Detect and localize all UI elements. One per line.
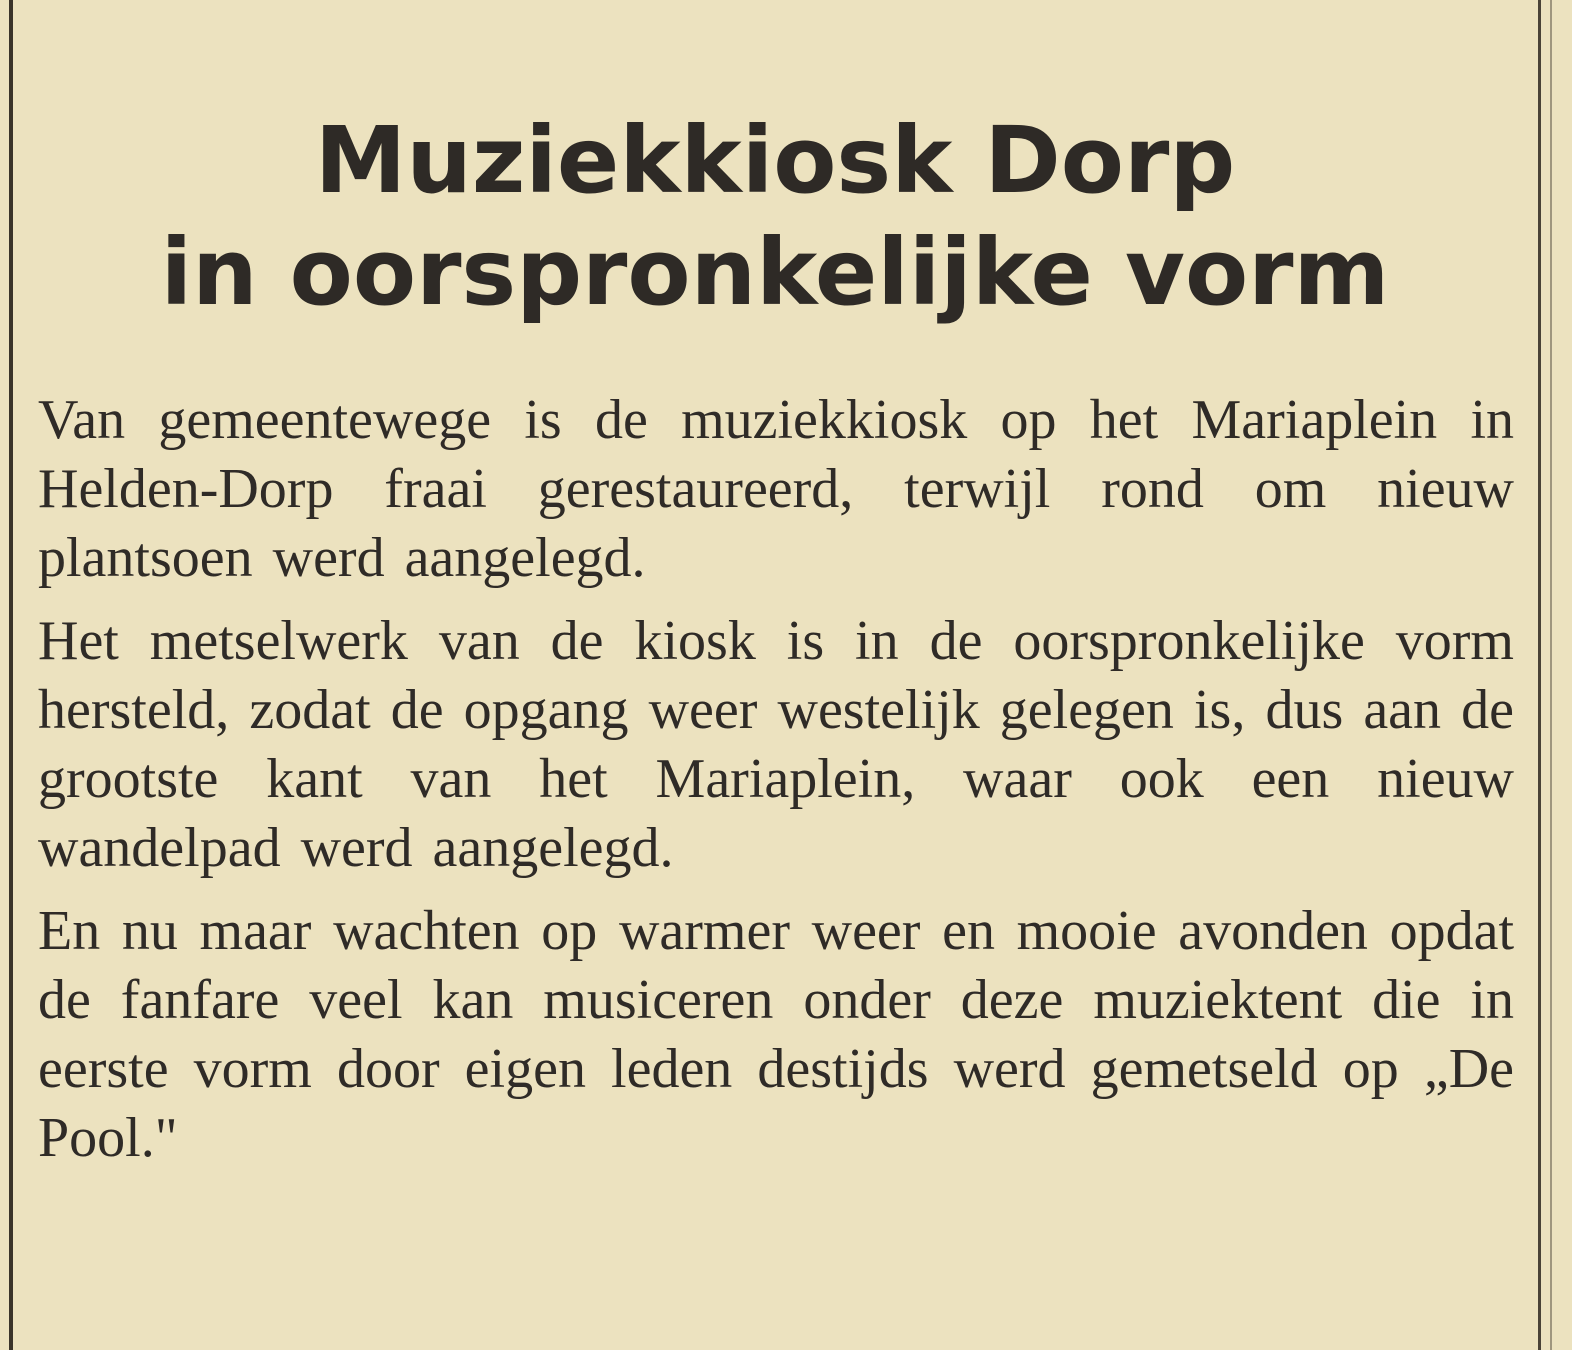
right-edge-rule <box>1550 0 1552 1350</box>
article-body <box>38 386 1514 1187</box>
headline-line-1: Muziekkiosk Dorp <box>314 107 1236 214</box>
left-column-rule <box>9 0 13 1350</box>
paragraph-2: Het metselwerk van de kiosk is in de oorspronkelijke vorm hersteld, zodat de opgang weer westelijk gelegen is, dus aan de grootste kant van het Mariaplein, waar ook een nieuw wandelpad werd aangelegd. <box>38 610 1514 879</box>
headline-line-2: in oorspronkelijke vorm <box>160 219 1390 326</box>
right-column-rule <box>1538 0 1541 1350</box>
article-headline <box>40 105 1510 329</box>
paragraph-3: En nu maar wachten op warmer weer en mooie avonden opdat de fanfare veel kan musiceren onder deze muziektent die in eerste vorm door eigen leden destijds werd gemetseld op „De Pool." <box>38 900 1514 1169</box>
paragraph-1: Van gemeentewege is de muziekkiosk op het Mariaplein in Helden-Dorp fraai gerestaureerd, terwijl rond om nieuw plantsoen werd aangelegd. <box>38 389 1514 589</box>
